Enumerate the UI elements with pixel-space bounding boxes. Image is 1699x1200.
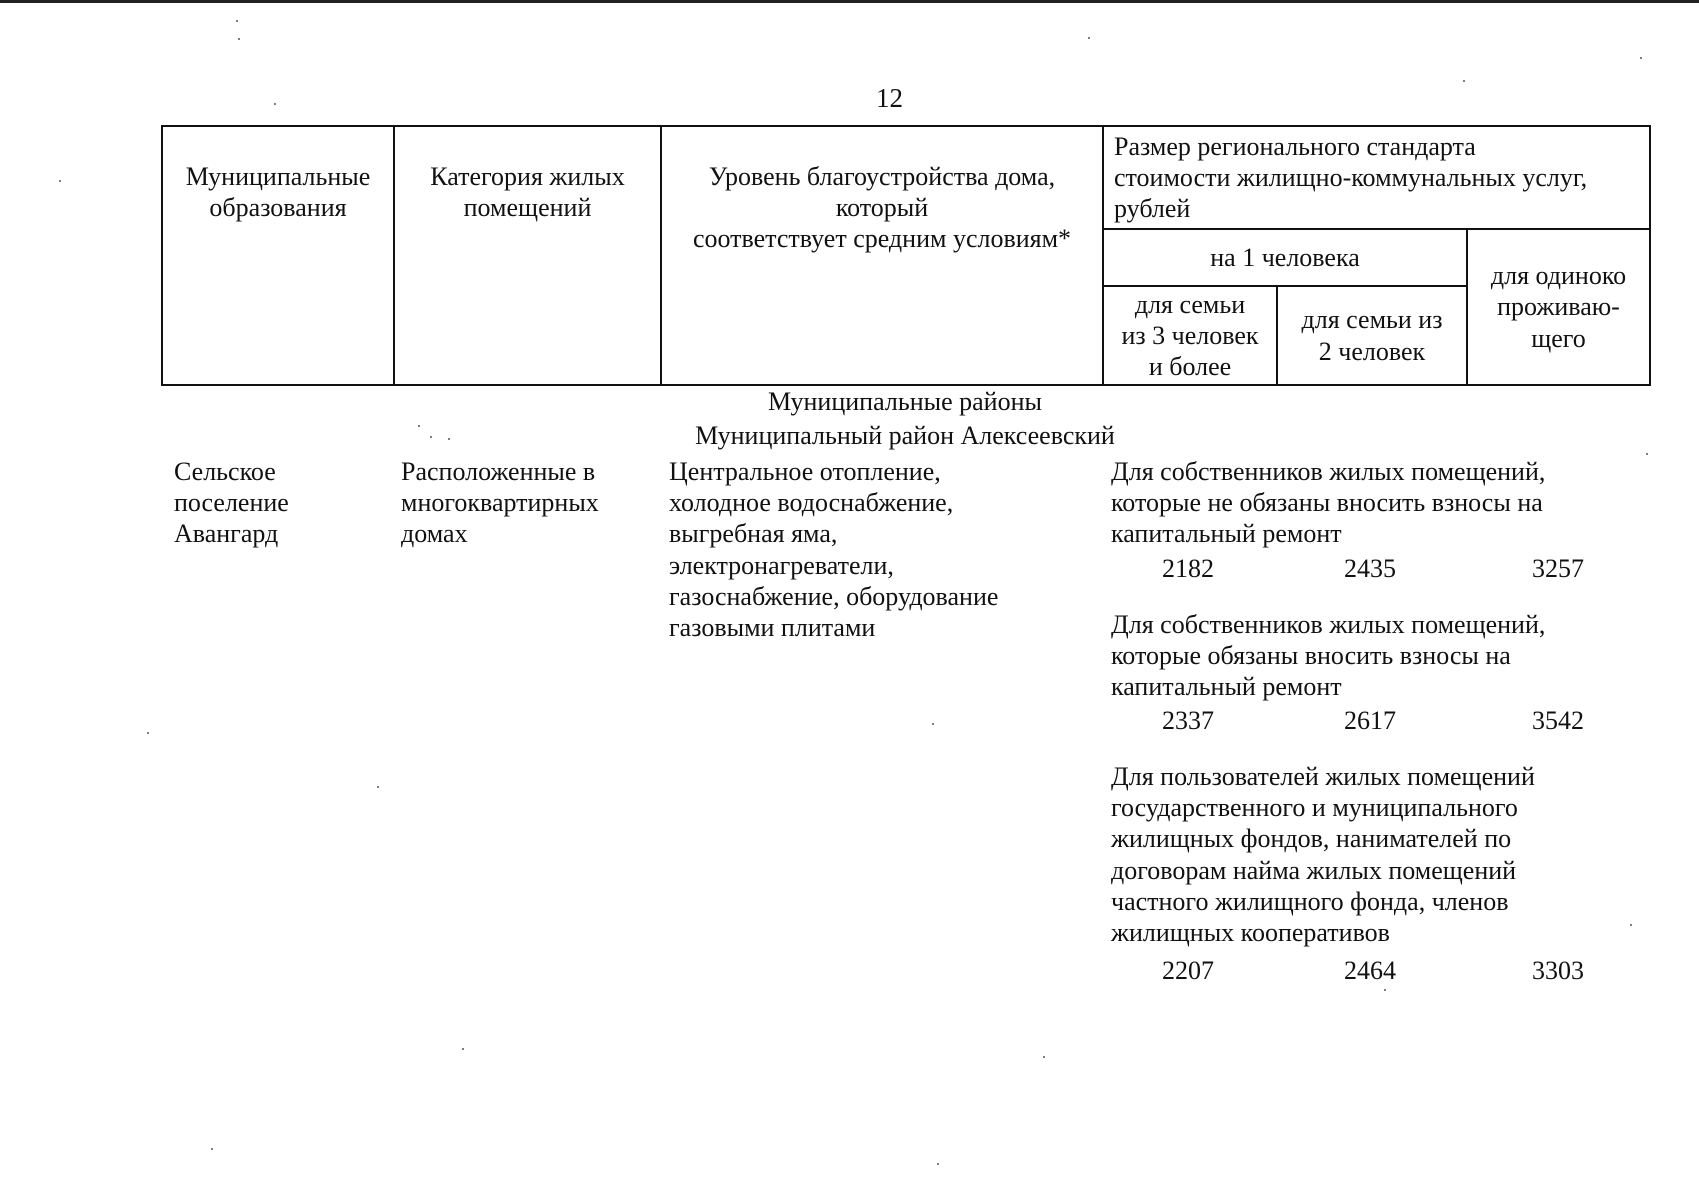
scan-speck: [147, 732, 149, 734]
header-per-person-text: на 1 человека: [1210, 242, 1360, 272]
scan-speck: [1640, 57, 1642, 59]
scan-speck: [1384, 989, 1386, 991]
header-single: [1468, 230, 1649, 384]
cost-value-family-2: 2617: [1344, 706, 1396, 735]
header-category-text: Категория жилых помещений: [430, 162, 625, 223]
scan-speck: [932, 723, 934, 725]
section-title-districts: Муниципальные районы: [768, 387, 1042, 416]
header-standard-size: [1104, 127, 1649, 228]
scan-speck: [1630, 924, 1632, 926]
header-standard-size-text: Размер регионального стандарта стоимости жилищно-коммунальных услуг, рублей: [1114, 132, 1588, 224]
scan-speck: [1043, 1056, 1045, 1058]
scan-speck: [238, 38, 240, 40]
scan-top-border: [0, 0, 1699, 3]
scan-speck: [1088, 37, 1090, 39]
header-family-2-text: для семьи из 2 человек: [1301, 305, 1443, 366]
header-municipalities: [163, 127, 393, 384]
scan-speck: [1646, 453, 1648, 455]
cost-value-family-2: 2464: [1344, 956, 1396, 985]
cost-value-family-3: 2182: [1162, 554, 1214, 583]
table-header: [161, 125, 1651, 386]
cost-value-single: 3303: [1532, 956, 1584, 985]
scan-speck: [274, 103, 276, 105]
scan-speck: [236, 20, 238, 22]
scan-speck: [1463, 80, 1465, 82]
row-category: Расположенные в многоквартирных домах: [401, 457, 599, 549]
row-municipality: Сельское поселение Авангард: [174, 457, 289, 549]
scan-speck: [937, 1163, 939, 1165]
section-title-district-name: Муниципальный район Алексеевский: [695, 421, 1115, 450]
cost-category-label: Для собственников жилых помещений, которые обязаны вносить взносы на капитальный ремонт: [1111, 610, 1546, 702]
scan-speck: [448, 438, 450, 440]
header-single-text: для одиноко проживаю- щего: [1490, 261, 1627, 353]
header-family-3-text: для семьи из 3 человек и более: [1121, 289, 1259, 382]
cost-value-family-3: 2337: [1162, 706, 1214, 735]
header-family-2: [1278, 287, 1466, 384]
scan-speck: [211, 1148, 213, 1150]
header-family-3: [1104, 287, 1276, 384]
cost-category-label: Для пользователей жилых помещений государственного и муниципального жилищных фондов, нанимателей по договорам найма жилых помещений частного жилищного фонда, членов жилищных кооперативов: [1111, 762, 1535, 947]
header-category: [395, 127, 660, 384]
page-number: 12: [876, 83, 903, 113]
scan-speck: [418, 425, 420, 427]
header-improvement-level: [662, 127, 1102, 384]
cost-value-family-3: 2207: [1162, 956, 1214, 985]
header-municipalities-text: Муниципальные образования: [185, 162, 371, 223]
header-per-person: [1104, 230, 1466, 285]
scan-speck: [377, 786, 379, 788]
cost-value-single: 3257: [1532, 554, 1584, 583]
scan-speck: [430, 436, 432, 438]
cost-value-single: 3542: [1532, 706, 1584, 735]
header-improvement-level-text: Уровень благоустройства дома, который соответствует средним условиям*: [692, 162, 1072, 254]
row-improvement-level: Центральное отопление, холодное водоснабжение, выгребная яма, электронагреватели, газоснабжение, оборудование газовыми плитами: [669, 457, 999, 642]
cost-category-label: Для собственников жилых помещений, которые не обязаны вносить взносы на капитальный ремонт: [1111, 457, 1546, 549]
scan-speck: [59, 180, 61, 182]
cost-value-family-2: 2435: [1344, 554, 1396, 583]
scan-speck: [462, 1048, 464, 1050]
